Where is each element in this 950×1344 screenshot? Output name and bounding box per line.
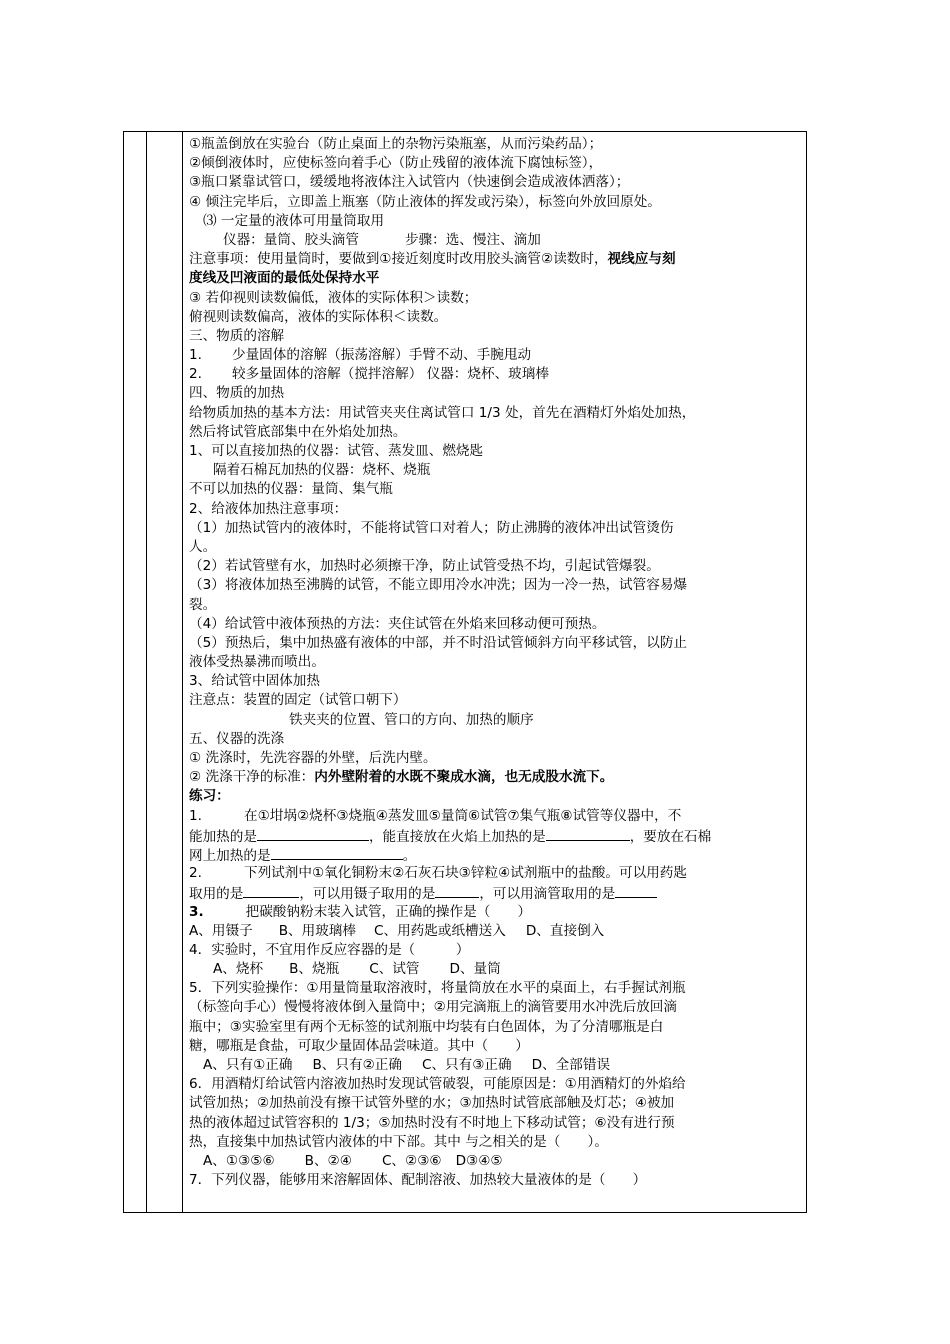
section-heading: 五、仪器的洗涤	[189, 730, 285, 747]
instruments-label: 仪器：量筒、胶头滴管	[223, 231, 359, 248]
text-line: ⑶ 一定量的液体可用量筒取用	[203, 212, 385, 229]
text-line: 俯视则读数偏高，液体的实际体积＜读数。	[189, 308, 448, 325]
text-line: （标签向手心）慢慢将液体倒入量筒中；②用完滴瓶上的滴管要用水冲洗后放回滴	[189, 999, 677, 1016]
table-frame	[123, 131, 807, 1213]
text-line: 液体受热暴沸而喷出。	[189, 654, 325, 671]
text-line: 热的液体超过试管容积的 1/3；⑤加热时没有不时地上下移动试管；⑥没有进行预	[189, 1114, 675, 1131]
text-line: （1）加热试管内的液体时，不能将试管口对着人；防止沸腾的液体冲出试管烫伤	[189, 519, 674, 536]
answer-blank[interactable]	[615, 883, 657, 898]
text-span: 把碳酸钠粉末装入试管，正确的操作是（ ）	[245, 903, 532, 920]
question-5: 5．下列实验操作：①用量筒量取溶液时，将量筒放在水平的桌面上，右手握试剂瓶	[189, 980, 686, 997]
option-d: D、全部错误	[531, 1057, 611, 1073]
bold-span: 内外壁附着的水既不聚成水滴，也无成股水流下。	[314, 769, 614, 786]
option-d: D、直接倒入	[525, 922, 605, 939]
text-span: 。	[402, 847, 417, 864]
text-line	[189, 365, 804, 384]
text-line: 瓶中；③实验室里有两个无标签的试剂瓶中均装有白色固体，为了分清哪瓶是白	[189, 1018, 664, 1035]
answer-blank[interactable]	[243, 883, 299, 898]
text-span: 下列试剂中①氧化铜粉末②石灰石块③锌粒④试剂瓶中的盐酸。可以用药匙	[243, 865, 687, 882]
option-c: C、用药匙或纸槽送入	[373, 922, 506, 939]
question-1	[189, 807, 804, 826]
text-span: ② 洗涤干净的标准：	[189, 769, 315, 786]
text-line: ① 洗涤时，先洗容器的外壁，后洗内壁。	[189, 750, 437, 766]
options-line	[189, 1152, 804, 1171]
text-span: ，可以用镊子取用的是	[299, 886, 436, 903]
text-line	[189, 231, 804, 250]
option-b: B、用玻璃棒	[278, 922, 356, 939]
text-line: 铁夹夹的位置、管口的方向、加热的顺序	[289, 711, 534, 728]
option-a: A、①③⑤⑥	[203, 1152, 275, 1169]
option-c: C、只有③正确	[421, 1057, 512, 1073]
text-line: ③瓶口紧靠试管口，缓缓地将液体注入试管内（快速倒会造成液体洒落）；	[189, 174, 630, 191]
practice-heading: 练习：	[189, 788, 230, 805]
text-span: ，要放在石棉	[629, 828, 712, 845]
bold-span: 视线应与刻	[607, 251, 676, 268]
answer-blank[interactable]	[546, 826, 630, 841]
option-d: D、量筒	[449, 961, 501, 978]
text-line: 3、给试管中固体加热	[189, 673, 320, 690]
text-line: （3）将液体加热至沸腾的试管，不能立即用冷水冲洗；因为一冷一热，试管容易爆	[189, 577, 688, 594]
question-3	[189, 903, 804, 922]
content-cell	[189, 135, 804, 1190]
steps-label: 步骤：选、慢注、滴加	[404, 231, 541, 248]
text-span: 能加热的是	[189, 828, 257, 845]
text-line: （4）给试管中液体预热的方法：夹住试管在外焰来回移动便可预热。	[189, 615, 606, 632]
text-line: 人。	[189, 538, 217, 555]
option-b: B、②④	[304, 1152, 352, 1169]
text-line	[189, 250, 804, 269]
text-span: 在①坩埚②烧杯③烧瓶④蒸发皿⑤量筒⑥试管⑦集气瓶⑧试管等仪器中，不	[243, 807, 682, 824]
text-line: 热，直接集中加热试管内液体的中下部。其中 与之相关的是（ ）。	[189, 1133, 608, 1150]
text-line: （2）若试管壁有水，加热时必须擦干净，防止试管受热不均，引起试管爆裂。	[189, 558, 660, 575]
text-line: ②倾倒液体时，应使标签向着手心（防止残留的液体流下腐蚀标签），	[189, 155, 603, 172]
options-line	[189, 1056, 804, 1075]
option-a: A、烧杯	[213, 961, 264, 978]
option-a: A、只有①正确	[203, 1057, 293, 1073]
option-a: A、用镊子	[189, 922, 253, 939]
answer-blank[interactable]	[435, 883, 479, 898]
text-line: 2、给液体加热注意事项：	[189, 500, 348, 517]
text-span: 注意事项：使用量筒时，要做到①接近刻度时改用胶头滴管②读数时，	[189, 251, 608, 268]
text-line: ④ 倾注完毕后，立即盖上瓶塞（防止液体的挥发或污染），标签向外放回原处。	[189, 193, 661, 210]
text-line: 裂。	[189, 596, 217, 613]
text-line	[189, 826, 804, 845]
question-2	[189, 864, 804, 883]
text-line: 糖，哪瓶是食盐，可取少量固体品尝味道。其中（ ）	[189, 1037, 529, 1054]
text-line: 给物质加热的基本方法：用试管夹夹住离试管口 1/3 处，首先在酒精灯外焰处加热，	[189, 404, 696, 421]
item-number: 3.	[189, 903, 204, 920]
text-span: ，能直接放在火焰上加热的是	[368, 828, 546, 845]
text-line: ①瓶盖倒放在实验台（防止桌面上的杂物污染瓶塞，从而污染药品）；	[189, 136, 603, 152]
item-number: 1.	[189, 347, 202, 364]
options-line	[189, 922, 804, 941]
question-6: 6．用酒精灯给试管内溶液加热时发现试管破裂，可能原因是：①用酒精灯的外焰给	[189, 1076, 686, 1093]
item-number: 1.	[189, 807, 202, 824]
option-d: D③④⑤	[455, 1152, 503, 1169]
option-b: B、烧瓶	[289, 961, 340, 978]
text-line: 注意点：装置的固定（试管口朝下）	[189, 692, 407, 709]
text-line: （5）预热后，集中加热盛有液体的中部，并不时沿试管倾斜方向平移试管，以防止	[189, 634, 688, 651]
text-line: 试管加热；②加热前没有擦干试管外壁的水；③加热时试管底部触及灯芯；④被加	[189, 1095, 675, 1112]
table-column-2	[147, 132, 183, 1212]
text-span: 少量固体的溶解（振荡溶解）手臂不动、手腕甩动	[231, 347, 532, 364]
question-7: 7．下列仪器，能够用来溶解固体、配制溶液、加热较大量液体的是（ ）	[189, 1172, 647, 1189]
section-heading: 三、物质的溶解	[189, 327, 285, 344]
text-span: 网上加热的是	[189, 847, 271, 864]
text-line	[189, 768, 804, 787]
options-line	[189, 960, 804, 979]
text-span: 较多量固体的溶解（搅拌溶解） 仪器：烧杯、玻璃棒	[231, 366, 549, 383]
text-line: 然后将试管底部集中在外焰处加热。	[189, 423, 407, 440]
section-heading: 四、物质的加热	[189, 385, 285, 402]
option-c: C、试管	[369, 961, 420, 978]
table-column-1	[124, 132, 147, 1212]
text-line	[189, 845, 804, 864]
text-line: ③ 若仰视则读数偏低，液体的实际体积＞读数；	[189, 289, 478, 306]
text-line	[189, 883, 804, 902]
text-line: 不可以加热的仪器：量筒、集气瓶	[189, 481, 393, 498]
text-span: 取用的是	[189, 886, 244, 903]
text-line: 隔着石棉瓦加热的仪器：烧杯、烧瓶	[213, 462, 431, 479]
text-line: 度线及凹液面的最低处保持水平	[189, 270, 380, 287]
text-line	[189, 346, 804, 365]
text-span: ，可以用滴管取用的是	[479, 886, 616, 903]
question-4: 4．实验时，不宜用作反应容器的是（ ）	[189, 941, 470, 958]
answer-blank[interactable]	[271, 845, 403, 860]
text-line: 1、可以直接加热的仪器：试管、蒸发皿、燃烧匙	[189, 443, 484, 459]
item-number: 2.	[189, 366, 202, 383]
item-number: 2.	[189, 865, 202, 882]
answer-blank[interactable]	[257, 826, 369, 841]
option-b: B、只有②正确	[312, 1057, 402, 1073]
option-c: C、②③⑥	[381, 1152, 442, 1169]
